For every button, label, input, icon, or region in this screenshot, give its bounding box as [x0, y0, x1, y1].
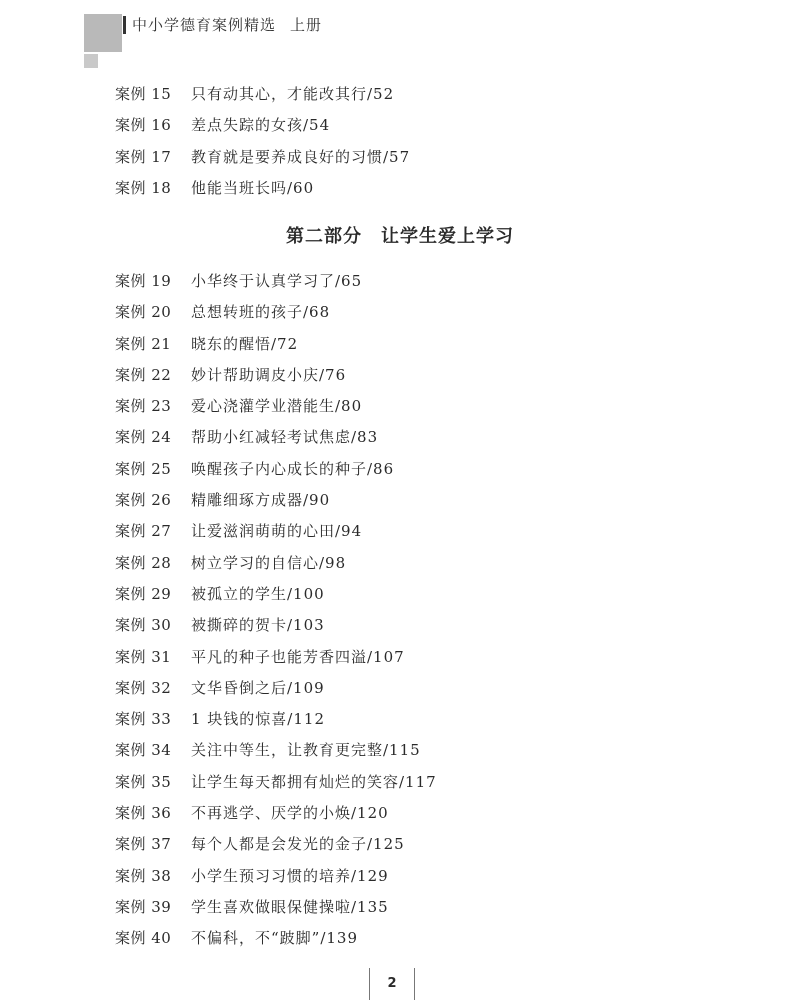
case-number: 案例 34 [115, 741, 172, 760]
case-number: 案例 30 [115, 616, 172, 635]
case-number: 案例 25 [115, 459, 172, 478]
case-title: 小华终于认真学习了/65 [191, 272, 363, 290]
case-number: 案例 22 [115, 365, 172, 384]
case-number: 案例 31 [115, 647, 172, 666]
toc-entry[interactable] [115, 422, 437, 453]
toc-entry[interactable] [115, 391, 437, 422]
toc-entry[interactable] [115, 829, 437, 860]
case-title: 让爱滋润萌萌的心田/94 [191, 522, 363, 541]
case-number: 案例 39 [115, 897, 172, 916]
case-number: 案例 18 [115, 178, 172, 197]
volume-label: 上册 [290, 16, 323, 34]
case-title: 文华昏倒之后/109 [191, 678, 325, 697]
case-number: 案例 16 [115, 116, 172, 135]
header-decoration-square [84, 14, 122, 52]
toc-entry[interactable] [115, 454, 437, 485]
running-header [132, 14, 322, 35]
toc-entry[interactable] [115, 360, 437, 391]
toc-list-part-two [115, 266, 437, 955]
case-title: 总想转班的孩子/68 [191, 303, 331, 322]
case-title: 妙计帮助调皮小庆/76 [191, 365, 347, 384]
toc-entry[interactable] [115, 861, 437, 892]
case-title: 不偏科，不“跛脚”/139 [191, 929, 359, 948]
case-number: 案例 37 [115, 835, 172, 854]
toc-entry[interactable] [115, 642, 437, 673]
case-title: 每个人都是会发光的金子/125 [191, 835, 405, 854]
case-title: 被撕碎的贺卡/103 [191, 616, 325, 635]
case-number: 案例 19 [115, 272, 172, 290]
case-title: 晓东的醒悟/72 [191, 334, 299, 353]
case-title: 精雕细琢方成器/90 [191, 491, 331, 510]
book-title: 中小学德育案例精选 [132, 16, 277, 34]
toc-entry[interactable] [115, 798, 437, 829]
case-number: 案例 20 [115, 303, 172, 322]
header-divider-bar [123, 16, 126, 34]
case-number: 案例 32 [115, 678, 172, 697]
toc-list-part-one [115, 79, 410, 204]
toc-entry[interactable] [115, 79, 410, 110]
case-number: 案例 24 [115, 428, 172, 447]
case-title: 小学生预习习惯的培养/129 [191, 866, 389, 885]
case-title: 让学生每天都拥有灿烂的笑容/117 [191, 772, 437, 791]
case-title: 1 块钱的惊喜/112 [191, 710, 325, 729]
section-heading: 第二部分 让学生爱上学习 [286, 226, 514, 247]
case-number: 案例 21 [115, 334, 172, 353]
case-number: 案例 33 [115, 710, 172, 729]
case-title: 唤醒孩子内心成长的种子/86 [191, 459, 395, 478]
case-number: 案例 35 [115, 772, 172, 791]
toc-entry[interactable] [115, 610, 437, 641]
toc-entry[interactable] [115, 892, 437, 923]
case-title: 只有动其心，才能改其行/52 [191, 85, 395, 103]
toc-entry[interactable] [115, 110, 410, 141]
case-number: 案例 23 [115, 397, 172, 416]
case-title: 他能当班长吗/60 [191, 178, 315, 197]
case-title: 教育就是要养成良好的习惯/57 [191, 147, 411, 166]
toc-entry[interactable] [115, 673, 437, 704]
toc-entry[interactable] [115, 548, 437, 579]
case-title: 被孤立的学生/100 [191, 584, 325, 603]
case-title: 关注中等生，让教育更完整/115 [191, 741, 421, 760]
toc-entry[interactable] [115, 767, 437, 798]
case-number: 案例 40 [115, 929, 172, 948]
toc-entry[interactable] [115, 704, 437, 735]
case-number: 案例 26 [115, 491, 172, 510]
toc-entry[interactable] [115, 735, 437, 766]
case-title: 爱心浇灌学业潜能生/80 [191, 397, 363, 416]
case-title: 不再逃学、厌学的小焕/120 [191, 804, 389, 823]
toc-entry[interactable] [115, 173, 410, 204]
toc-entry[interactable] [115, 297, 437, 328]
case-number: 案例 29 [115, 584, 172, 603]
case-number: 案例 15 [115, 85, 172, 103]
header-decoration-small-square [84, 54, 98, 68]
case-title: 差点失踪的女孩/54 [191, 116, 331, 135]
toc-entry[interactable] [115, 579, 437, 610]
case-number: 案例 27 [115, 522, 172, 541]
case-title: 帮助小红减轻考试焦虑/83 [191, 428, 379, 447]
toc-entry[interactable] [115, 329, 437, 360]
case-number: 案例 36 [115, 804, 172, 823]
toc-entry[interactable] [115, 485, 437, 516]
toc-entry[interactable] [115, 266, 437, 297]
toc-entry[interactable] [115, 142, 410, 173]
page-number: 2 [369, 968, 415, 1000]
case-number: 案例 38 [115, 866, 172, 885]
case-number: 案例 17 [115, 147, 172, 166]
case-title: 平凡的种子也能芳香四溢/107 [191, 647, 405, 666]
case-number: 案例 28 [115, 553, 172, 572]
case-title: 树立学习的自信心/98 [191, 553, 347, 572]
toc-entry[interactable] [115, 516, 437, 547]
case-title: 学生喜欢做眼保健操啦/135 [191, 897, 389, 916]
toc-entry[interactable] [115, 923, 437, 954]
